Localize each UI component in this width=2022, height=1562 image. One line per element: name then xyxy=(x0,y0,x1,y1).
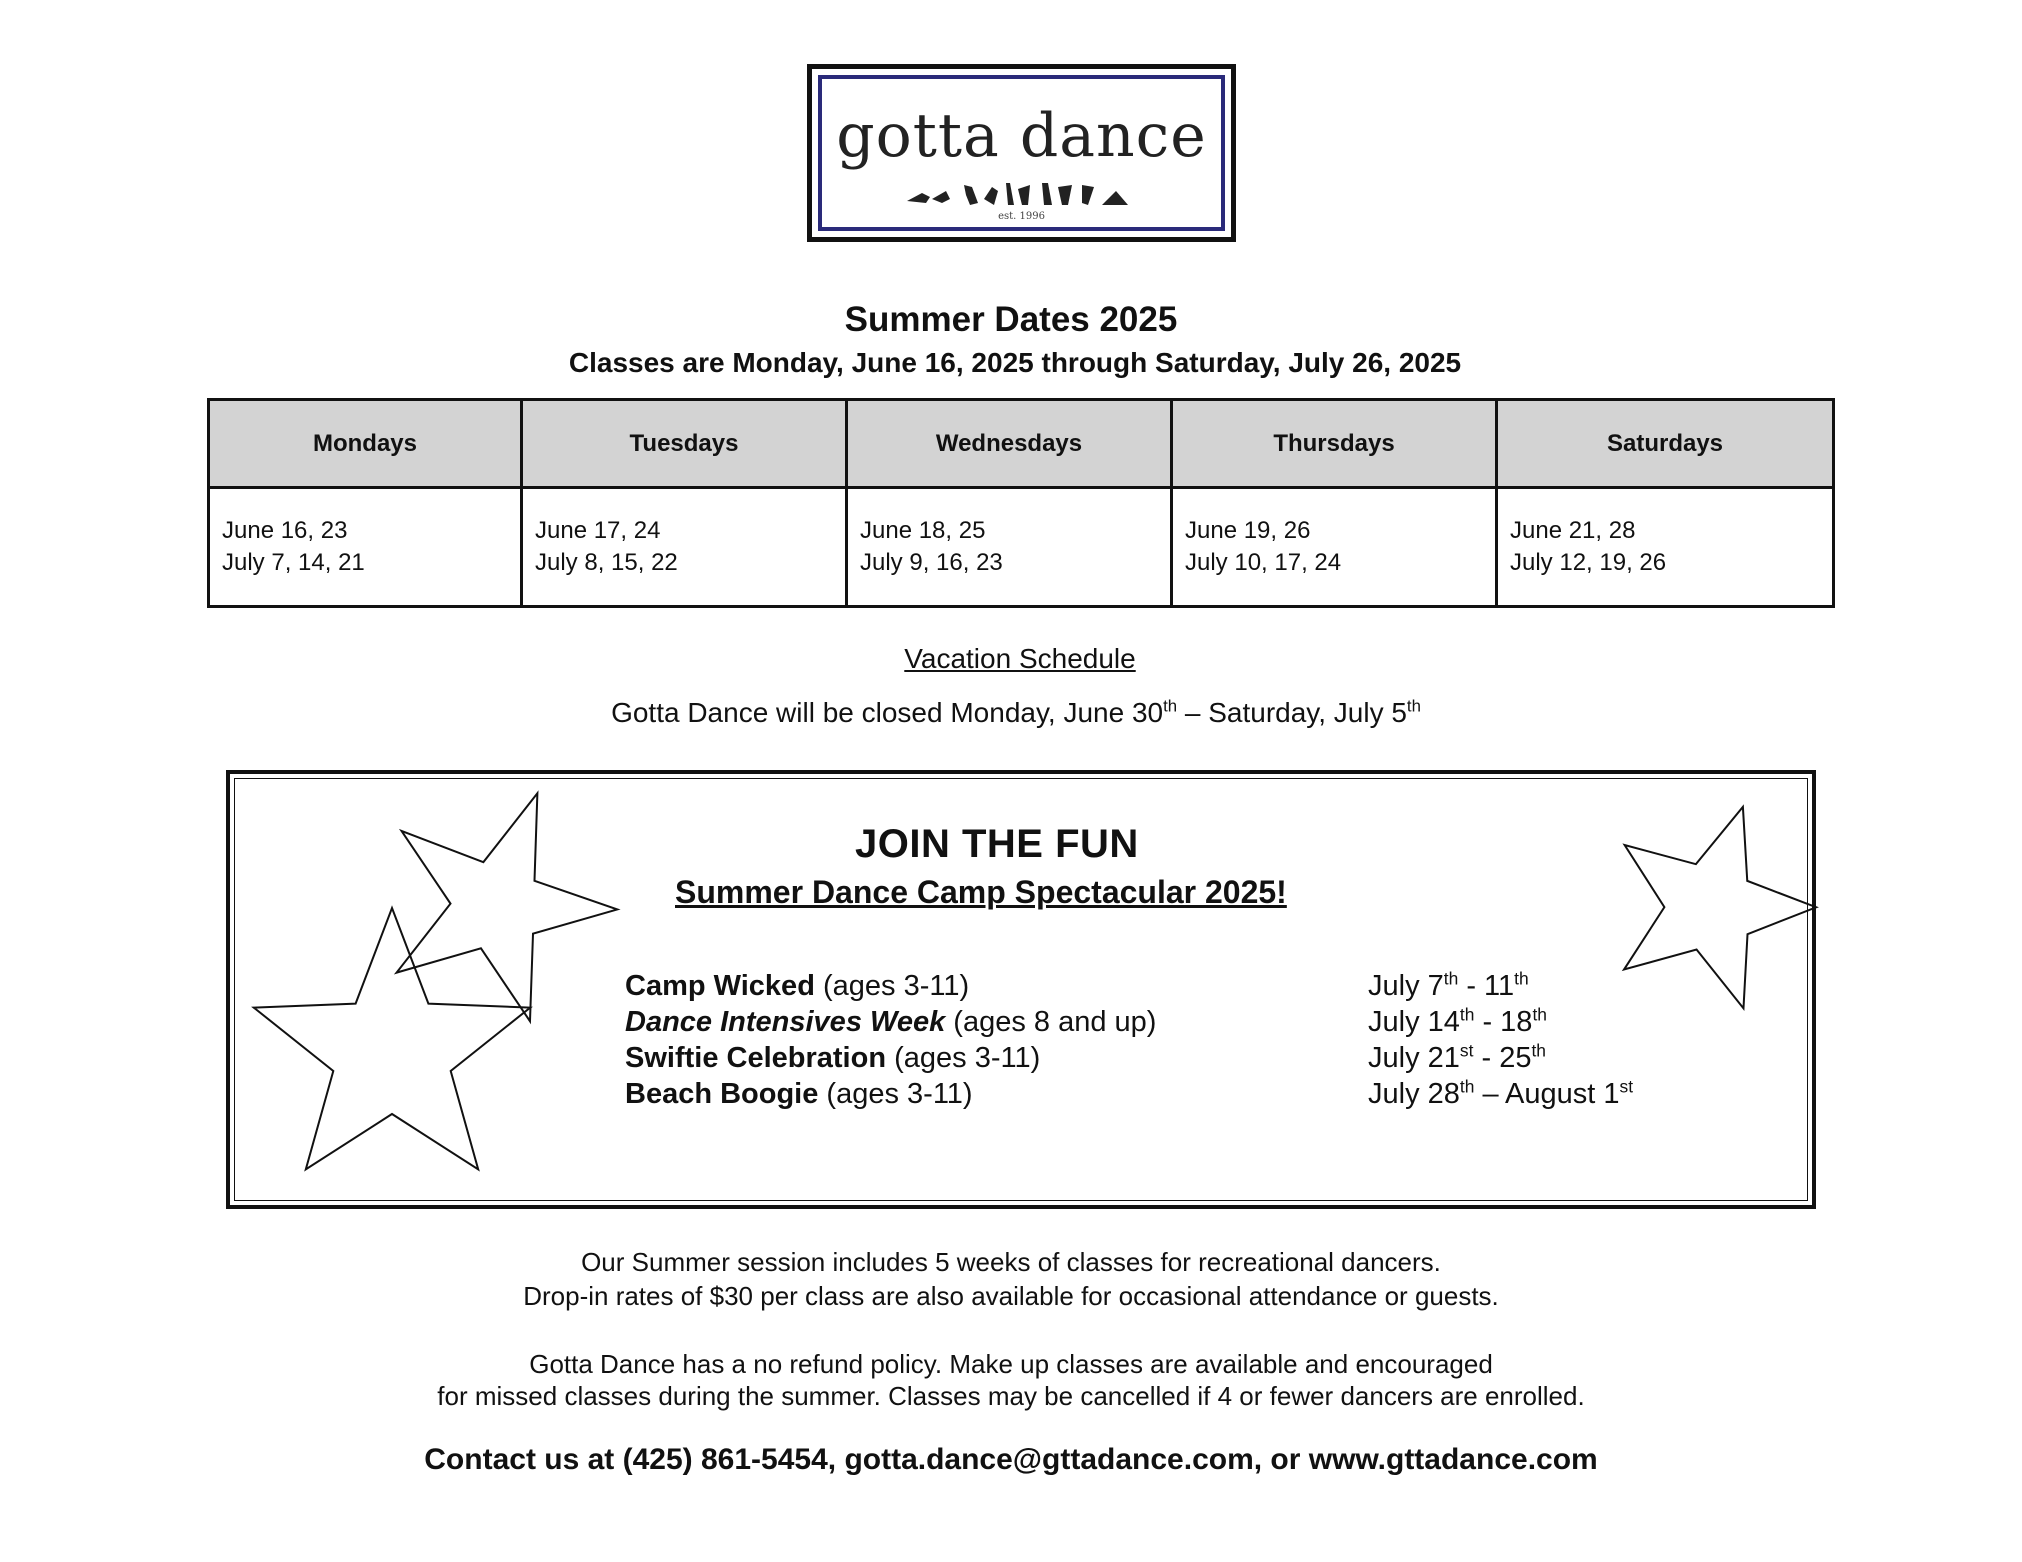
camp-item xyxy=(625,1042,1040,1075)
camp-date-end: - 18 xyxy=(1474,1006,1533,1038)
vacation-text-b: – Saturday, July 5 xyxy=(1177,697,1407,728)
header-saturdays: Saturdays xyxy=(1498,401,1832,489)
date-line: June 21, 28 xyxy=(1510,517,1636,544)
camp-heading: JOIN THE FUN xyxy=(855,822,1139,866)
session-info-line: Our Summer session includes 5 weeks of classes for recreational dancers. xyxy=(581,1247,1441,1277)
camp-date-start: July 7 xyxy=(1368,970,1444,1002)
camp-date-start: July 21 xyxy=(1368,1042,1460,1074)
ordinal-suffix: th xyxy=(1514,968,1529,989)
ordinal-suffix: st xyxy=(1619,1076,1634,1097)
refund-policy-line: for missed classes during the summer. Classes may be cancelled if 4 or fewer dancers are enrolled. xyxy=(437,1381,1585,1411)
camp-date-end: - 25 xyxy=(1473,1042,1532,1074)
star-icon xyxy=(1588,776,1839,1020)
vacation-heading-text: Vacation Schedule xyxy=(904,643,1136,674)
date-line: July 10, 17, 24 xyxy=(1185,549,1342,576)
ordinal-suffix: th xyxy=(1532,1004,1547,1025)
date-line: July 8, 15, 22 xyxy=(535,549,678,576)
refund-policy-line: Gotta Dance has a no refund policy. Make up classes are available and encouraged xyxy=(529,1349,1493,1379)
camp-date-start: July 28 xyxy=(1368,1078,1460,1110)
ordinal-suffix: th xyxy=(1459,1004,1475,1025)
logo-text: gotta dance xyxy=(836,101,1207,171)
camp-item xyxy=(625,1006,1156,1039)
camp-name: Camp Wicked xyxy=(625,970,815,1002)
ordinal-suffix: st xyxy=(1459,1040,1474,1061)
camp-ages: (ages 3-11) xyxy=(818,1078,973,1110)
camp-dates xyxy=(1368,1078,1633,1111)
ordinal-suffix: th xyxy=(1406,696,1421,716)
date-line: June 16, 23 xyxy=(222,517,348,544)
date-line: July 7, 14, 21 xyxy=(222,549,365,576)
camp-date-start: July 14 xyxy=(1368,1006,1460,1038)
camp-item xyxy=(625,970,969,1003)
session-info xyxy=(0,1245,2022,1313)
refund-policy xyxy=(0,1348,2022,1412)
star-icon xyxy=(254,908,530,1169)
ordinal-suffix: th xyxy=(1459,1076,1475,1097)
camp-ages: (ages 8 and up) xyxy=(945,1006,1157,1038)
camp-date-end: – August 1 xyxy=(1474,1078,1620,1110)
date-line: June 19, 26 xyxy=(1185,517,1311,544)
header-wednesdays: Wednesdays xyxy=(848,401,1173,489)
camp-dates xyxy=(1368,1006,1547,1039)
camp-ages: (ages 3-11) xyxy=(814,970,970,1002)
camp-name: Swiftie Celebration xyxy=(625,1042,887,1074)
logo-established: est. 1996 xyxy=(998,211,1045,222)
date-line: July 12, 19, 26 xyxy=(1510,549,1667,576)
header-tuesdays: Tuesdays xyxy=(523,401,848,489)
page-title: Summer Dates 2025 xyxy=(844,300,1178,339)
camp-dates xyxy=(1368,1042,1546,1075)
camp-dates xyxy=(1368,970,1529,1003)
camp-name: Dance Intensives Week xyxy=(625,1006,946,1038)
ordinal-suffix: th xyxy=(1163,696,1178,716)
ordinal-suffix: th xyxy=(1531,1040,1546,1061)
header-thursdays: Thursdays xyxy=(1173,401,1498,489)
date-line: July 9, 16, 23 xyxy=(860,549,1003,576)
page-subtitle: Classes are Monday, June 16, 2025 through Saturday, July 26, 2025 xyxy=(568,347,1462,378)
date-line: June 17, 24 xyxy=(535,517,661,544)
date-line: June 18, 25 xyxy=(860,517,986,544)
star-icon xyxy=(355,754,645,1036)
session-info-line: Drop-in rates of $30 per class are also available for occasional attendance or guests. xyxy=(523,1281,1499,1311)
header-mondays: Mondays xyxy=(210,401,523,489)
camp-title: Summer Dance Camp Spectacular 2025! xyxy=(675,874,1287,910)
camp-ages: (ages 3-11) xyxy=(886,1042,1041,1074)
contact-info: Contact us at (425) 861-5454, gotta.dance@gttadance.com, or www.gttadance.com xyxy=(424,1443,1598,1476)
camp-date-end: - 11 xyxy=(1458,970,1515,1002)
camp-item xyxy=(625,1078,973,1111)
ordinal-suffix: th xyxy=(1443,968,1459,989)
vacation-text-a: Gotta Dance will be closed Monday, June 30 xyxy=(611,697,1164,728)
camp-name: Beach Boogie xyxy=(625,1078,819,1110)
